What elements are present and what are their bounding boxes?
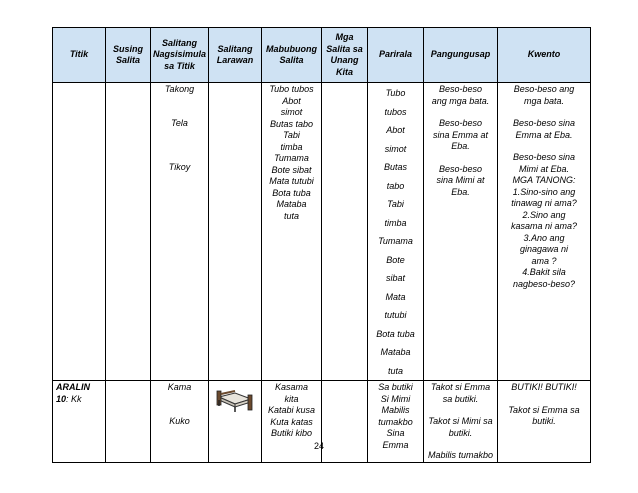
header-parirala: Parirala xyxy=(368,28,424,83)
header-susing-salita: Susing Salita xyxy=(106,28,151,83)
aralin-letter: : Kk xyxy=(66,393,82,404)
header-unang-kita: Mga Salita sa Unang Kita xyxy=(322,28,368,83)
header-row xyxy=(53,28,591,83)
cell-parirala: Tubo tubos Abot simot Butas tabo Tabi timba Tumama Bote sibat Mata tutubi Bota tuba Mataba tuta xyxy=(368,83,424,381)
cell-kwento: BUTIKI! BUTIKI! Takot si Emma sa butiki. xyxy=(498,381,591,463)
cell-salitang-nagsisimula: Takong Tela Tikoy xyxy=(151,83,209,381)
cell-salitang-nagsisimula: Kama Kuko xyxy=(151,381,209,463)
table-row xyxy=(53,83,591,381)
header-kwento: Kwento xyxy=(498,28,591,83)
cell-mabubuong-salita: Kasama kita Katabi kusa Kuta katas Butiki kibo xyxy=(262,381,322,463)
aralin-label: ARALIN xyxy=(56,382,90,392)
cell-kwento: Beso-beso ang mga bata. Beso-beso sina Emma at Eba. Beso-beso sina Mimi at Eba. MGA TANONG: 1.Sino-sino ang tinawag ni ama? 2.Sino ang kasama ni ama? 3.Ano ang ginagawa ni ama ? 4.Bakit sila nagbeso-beso? xyxy=(498,83,591,381)
cell-mabubuong-salita: Tubo tubos Abot simot Butas tabo Tabi timba Tumama Bote sibat Mata tutubi Bota tuba Mataba tuta xyxy=(262,83,322,381)
aralin-number: 10 xyxy=(56,393,67,404)
header-pangungusap: Pangungusap xyxy=(424,28,498,83)
lesson-table xyxy=(52,27,591,463)
header-mabubuong-salita: Mabubuong Salita xyxy=(262,28,322,83)
page-number: 24 xyxy=(313,441,324,451)
cell-unang-kita xyxy=(322,83,368,381)
cell-pangungusap: Beso-beso ang mga bata. Beso-beso sina Emma at Eba. Beso-beso sina Mimi at Eba. xyxy=(424,83,498,381)
header-titik: Titik xyxy=(53,28,106,83)
header-salitang-larawan: Salitang Larawan xyxy=(209,28,262,83)
header-salitang-nagsisimula: Salitang Nagsisimula sa Titik xyxy=(151,28,209,83)
bed-icon xyxy=(215,388,255,414)
cell-pangungusap: Takot si Emma sa butiki. Takot si Mimi sa butiki. Mabilis tumakbo xyxy=(424,381,498,463)
cell-titik xyxy=(53,83,106,381)
cell-salitang-larawan xyxy=(209,83,262,381)
cell-susing-salita xyxy=(106,83,151,381)
cell-parirala: Sa butiki Si Mimi Mabilis tumakbo Sina Emma xyxy=(368,381,424,463)
